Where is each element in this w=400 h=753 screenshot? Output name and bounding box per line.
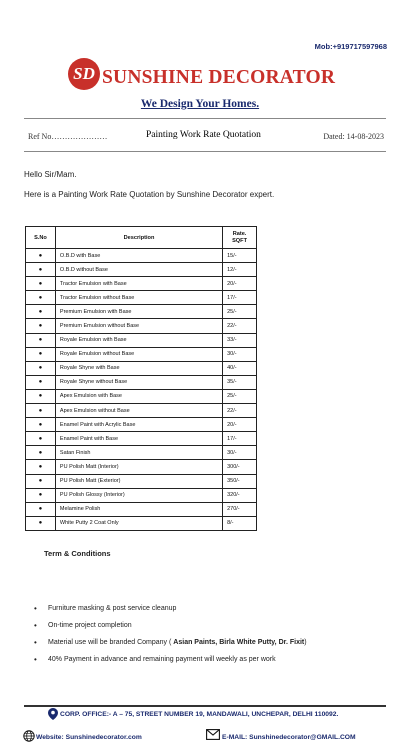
row-bullet: ● xyxy=(26,389,56,403)
row-bullet: ● xyxy=(26,375,56,389)
row-bullet: ● xyxy=(26,277,56,291)
table-row xyxy=(26,263,257,277)
row-rate: 25/- xyxy=(223,305,257,319)
row-rate: 17/- xyxy=(223,432,257,446)
header-rate xyxy=(223,227,257,249)
row-rate: 40/- xyxy=(223,361,257,375)
row-description: Satan Finish xyxy=(55,446,222,460)
company-logo: SD xyxy=(68,58,100,90)
row-bullet: ● xyxy=(26,404,56,418)
row-description: Tractor Emulsion with Base xyxy=(55,277,222,291)
row-description: PU Polish Matt (Exterior) xyxy=(55,474,222,488)
table-row xyxy=(26,319,257,333)
row-description: Royale Emulsion without Base xyxy=(55,347,222,361)
row-rate: 20/- xyxy=(223,277,257,291)
row-description: Royale Shyne without Base xyxy=(55,375,222,389)
row-description: Apex Emulsion without Base xyxy=(55,404,222,418)
row-rate: 300/- xyxy=(223,460,257,474)
row-description: Melamine Polish xyxy=(55,502,222,516)
table-row xyxy=(26,333,257,347)
company-brand xyxy=(68,58,358,90)
bullet-icon: • xyxy=(34,604,37,613)
header-sno: S.No xyxy=(26,227,56,249)
row-rate: 8/- xyxy=(223,516,257,530)
header-rate-line2: SQFT xyxy=(232,237,247,244)
row-bullet: ● xyxy=(26,319,56,333)
row-rate: 30/- xyxy=(223,446,257,460)
row-description: Royale Emulsion with Base xyxy=(55,333,222,347)
table-row xyxy=(26,277,257,291)
row-rate: 25/- xyxy=(223,389,257,403)
bullet-icon: • xyxy=(34,638,37,647)
row-description: Apex Emulsion with Base xyxy=(55,389,222,403)
row-bullet: ● xyxy=(26,263,56,277)
website-link[interactable]: Website: Sunshinedecorator.com xyxy=(36,734,142,741)
row-description: Tractor Emulsion without Base xyxy=(55,291,222,305)
intro-text: Here is a Painting Work Rate Quotation by Sunshine Decorator expert. xyxy=(24,190,275,199)
reference-number: Ref No………………… xyxy=(28,132,108,141)
row-description: O.B.D without Base xyxy=(55,263,222,277)
table-row xyxy=(26,404,257,418)
row-bullet: ● xyxy=(26,432,56,446)
row-description: Enamel Paint with Base xyxy=(55,432,222,446)
terms-title: Term & Conditions xyxy=(44,549,111,558)
row-bullet: ● xyxy=(26,488,56,502)
bullet-icon: • xyxy=(34,621,37,630)
table-row xyxy=(26,460,257,474)
row-rate: 33/- xyxy=(223,333,257,347)
footer-divider xyxy=(24,705,386,707)
row-rate: 15/- xyxy=(223,249,257,263)
row-rate: 270/- xyxy=(223,502,257,516)
bullet-icon: • xyxy=(34,655,37,664)
row-rate: 17/- xyxy=(223,291,257,305)
table-row xyxy=(26,375,257,389)
terms-text-suffix: ) xyxy=(304,639,307,646)
row-bullet: ● xyxy=(26,347,56,361)
row-rate: 12/- xyxy=(223,263,257,277)
mail-icon xyxy=(206,729,220,740)
row-bullet: ● xyxy=(26,502,56,516)
greeting: Hello Sir/Mam. xyxy=(24,170,77,179)
terms-text: 40% Payment in advance and remaining payment will weekly as per work xyxy=(48,656,276,663)
table-row xyxy=(26,488,257,502)
row-bullet: ● xyxy=(26,361,56,375)
globe-icon xyxy=(23,730,35,742)
office-address xyxy=(46,711,386,718)
row-description: White Putty 2 Coat Only xyxy=(55,516,222,530)
row-bullet: ● xyxy=(26,474,56,488)
row-description: PU Polish Matt (Interior) xyxy=(55,460,222,474)
terms-text: On-time project completion xyxy=(48,622,132,629)
subheader-divider xyxy=(24,151,386,152)
table-row xyxy=(26,305,257,319)
row-bullet: ● xyxy=(26,249,56,263)
table-row xyxy=(26,347,257,361)
row-description: Royale Shyne with Base xyxy=(55,361,222,375)
row-description: Premium Emulsion without Base xyxy=(55,319,222,333)
table-row xyxy=(26,502,257,516)
quote-title: Painting Work Rate Quotation xyxy=(146,130,261,140)
table-header-row xyxy=(26,227,257,249)
row-rate: 22/- xyxy=(223,319,257,333)
table-row xyxy=(26,418,257,432)
office-address-text: CORP. OFFICE:- A – 75, STREET NUMBER 19, MANDAWALI, UNCHEPAR, DELHI 110092. xyxy=(60,711,339,718)
row-bullet: ● xyxy=(26,446,56,460)
row-bullet: ● xyxy=(26,291,56,305)
row-bullet: ● xyxy=(26,418,56,432)
table-row xyxy=(26,291,257,305)
table-row xyxy=(26,389,257,403)
row-description: O.B.D with Base xyxy=(55,249,222,263)
email-link[interactable]: E-MAIL: Sunshinedecorator@GMAIL.COM xyxy=(222,734,356,741)
row-rate: 30/- xyxy=(223,347,257,361)
row-rate: 20/- xyxy=(223,418,257,432)
row-rate: 35/- xyxy=(223,375,257,389)
terms-brands: Asian Paints, Birla White Putty, Dr. Fixit xyxy=(173,639,305,646)
table-row xyxy=(26,474,257,488)
rate-table xyxy=(25,226,257,531)
row-description: PU Polish Glossy (Interior) xyxy=(55,488,222,502)
table-row xyxy=(26,446,257,460)
quote-date: Dated: 14-08-2023 xyxy=(323,132,384,141)
table-row xyxy=(26,432,257,446)
header-rate-line1: Rate. xyxy=(232,230,247,237)
terms-item xyxy=(34,638,384,655)
row-bullet: ● xyxy=(26,333,56,347)
table-row xyxy=(26,516,257,530)
row-rate: 22/- xyxy=(223,404,257,418)
row-description: Enamel Paint with Acrylic Base xyxy=(55,418,222,432)
terms-item xyxy=(34,655,384,672)
terms-text: Furniture masking & post service cleanup xyxy=(48,605,177,612)
row-bullet: ● xyxy=(26,305,56,319)
header-description: Description xyxy=(55,227,222,249)
terms-list xyxy=(34,604,384,672)
mobile-number: Mob:+919717597968 xyxy=(314,42,387,51)
row-rate: 350/- xyxy=(223,474,257,488)
row-bullet: ● xyxy=(26,460,56,474)
row-bullet: ● xyxy=(26,516,56,530)
table-row xyxy=(26,361,257,375)
terms-item xyxy=(34,604,384,621)
terms-text-prefix: Material use will be branded Company ( xyxy=(48,639,174,646)
terms-item xyxy=(34,621,384,638)
header-divider xyxy=(24,118,386,119)
table-row xyxy=(26,249,257,263)
company-name: SUNSHINE DECORATOR xyxy=(102,67,336,88)
row-rate: 320/- xyxy=(223,488,257,502)
row-description: Premium Emulsion with Base xyxy=(55,305,222,319)
company-tagline: We Design Your Homes. xyxy=(140,98,260,110)
